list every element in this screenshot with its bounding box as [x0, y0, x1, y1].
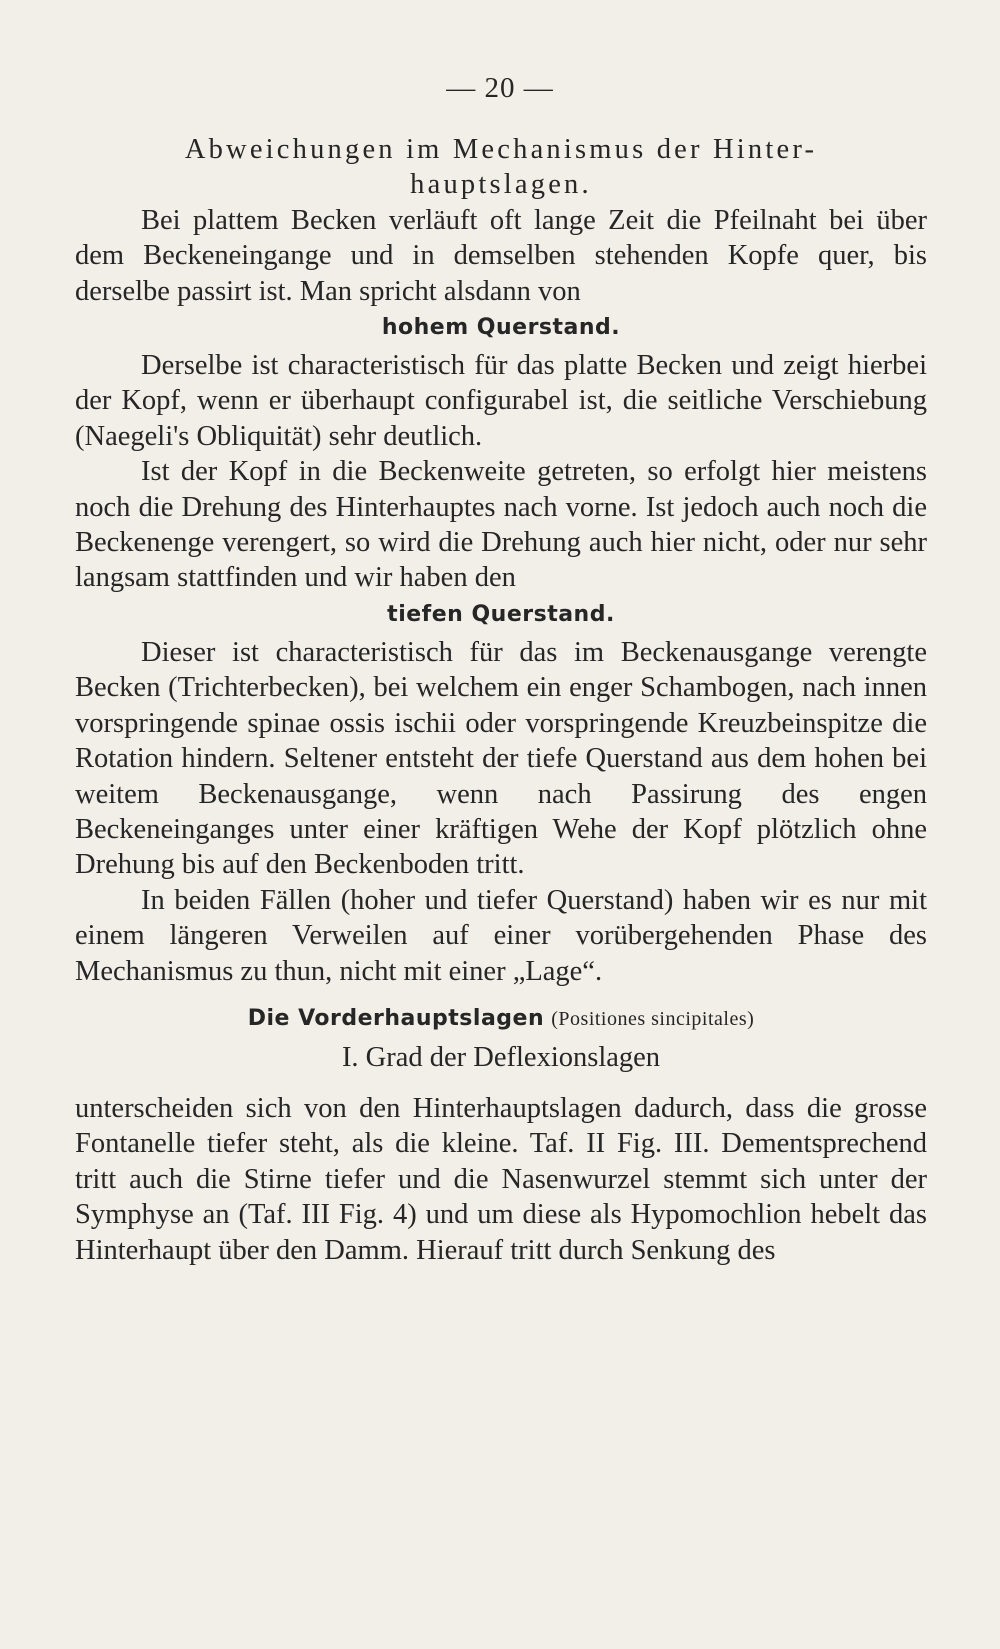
- heading-hoher-querstand: hohem Querstand.: [381, 315, 621, 341]
- page-body: [75, 132, 927, 1268]
- paragraph-2: Derselbe ist characteristisch für das platte Becken und zeigt hierbei der Kopf, wenn er überhaupt configurabel ist, die seitliche Verschiebung (Naegeli's Obliquität) sehr deutlich.: [75, 350, 927, 452]
- heading-vorderhauptslagen: [75, 997, 927, 1039]
- paragraph-5: In beiden Fällen (hoher und tiefer Querstand) haben wir es nur mit einem längeren Verweilen auf einer vorübergehenden Phase des Mechanismus zu thun, nicht mit einer „Lage“.: [75, 884, 927, 987]
- section-title-line-1: Abweichungen im Mechanismus der Hinter-: [184, 134, 818, 165]
- heading-vorderhauptslagen-latin: (Positiones sincipitales): [551, 1007, 755, 1030]
- paragraph-4: Dieser ist characteristisch für das im Beckenausgange verengte Becken (Trichterbecken), bei welchem ein enger Schambogen, nach innen vorspringende spinae ossis ischii oder vorspringende Kreuzbeinspitze die Rotation hindern. Seltener entsteht der tiefe Querstand aus dem hohen bei weitem Beckenausgange, wenn nach Passirung des engen Beckeneinganges unter einer kräftigen Wehe der Kopf plötzlich ohne Drehung bis auf den Beckenboden tritt.: [75, 636, 927, 881]
- page-number: — 20 —: [446, 72, 554, 104]
- section-title-line-2: hauptslagen.: [410, 169, 592, 201]
- heading-grad-deflexionslagen: I. Grad der Deflexionslagen: [341, 1041, 661, 1073]
- paragraph-6: unterscheiden sich von den Hinterhauptslagen dadurch, dass die grosse Fontanelle tiefer steht, als die kleine. Taf. II Fig. III. Dementsprechend tritt auch die Stirne tiefer und die Nasenwurzel stemmt sich unter der Symphyse an (Taf. III Fig. 4) und um diese als Hypomochlion hebelt das Hinterhaupt über den Damm. Hierauf tritt durch Senkung des: [75, 1092, 927, 1266]
- paragraph-1: Bei plattem Becken verläuft oft lange Zeit die Pfeilnaht bei über dem Beckeneingange und in demselben stehenden Kopfe quer, bis derselbe passirt ist. Man spricht alsdann von: [75, 204, 927, 307]
- paragraph-3: Ist der Kopf in die Beckenweite getreten, so erfolgt hier meistens noch die Drehung des Hinterhauptes nach vorne. Ist jedoch auch noch die Beckenenge verengert, so wird die Drehung auch hier nicht, oder nur sehr langsam stattfinden und wir haben den: [75, 456, 927, 594]
- heading-tiefer-querstand: tiefen Querstand.: [387, 601, 615, 627]
- heading-vorderhauptslagen-bold: Die Vorderhauptslagen: [247, 1005, 545, 1031]
